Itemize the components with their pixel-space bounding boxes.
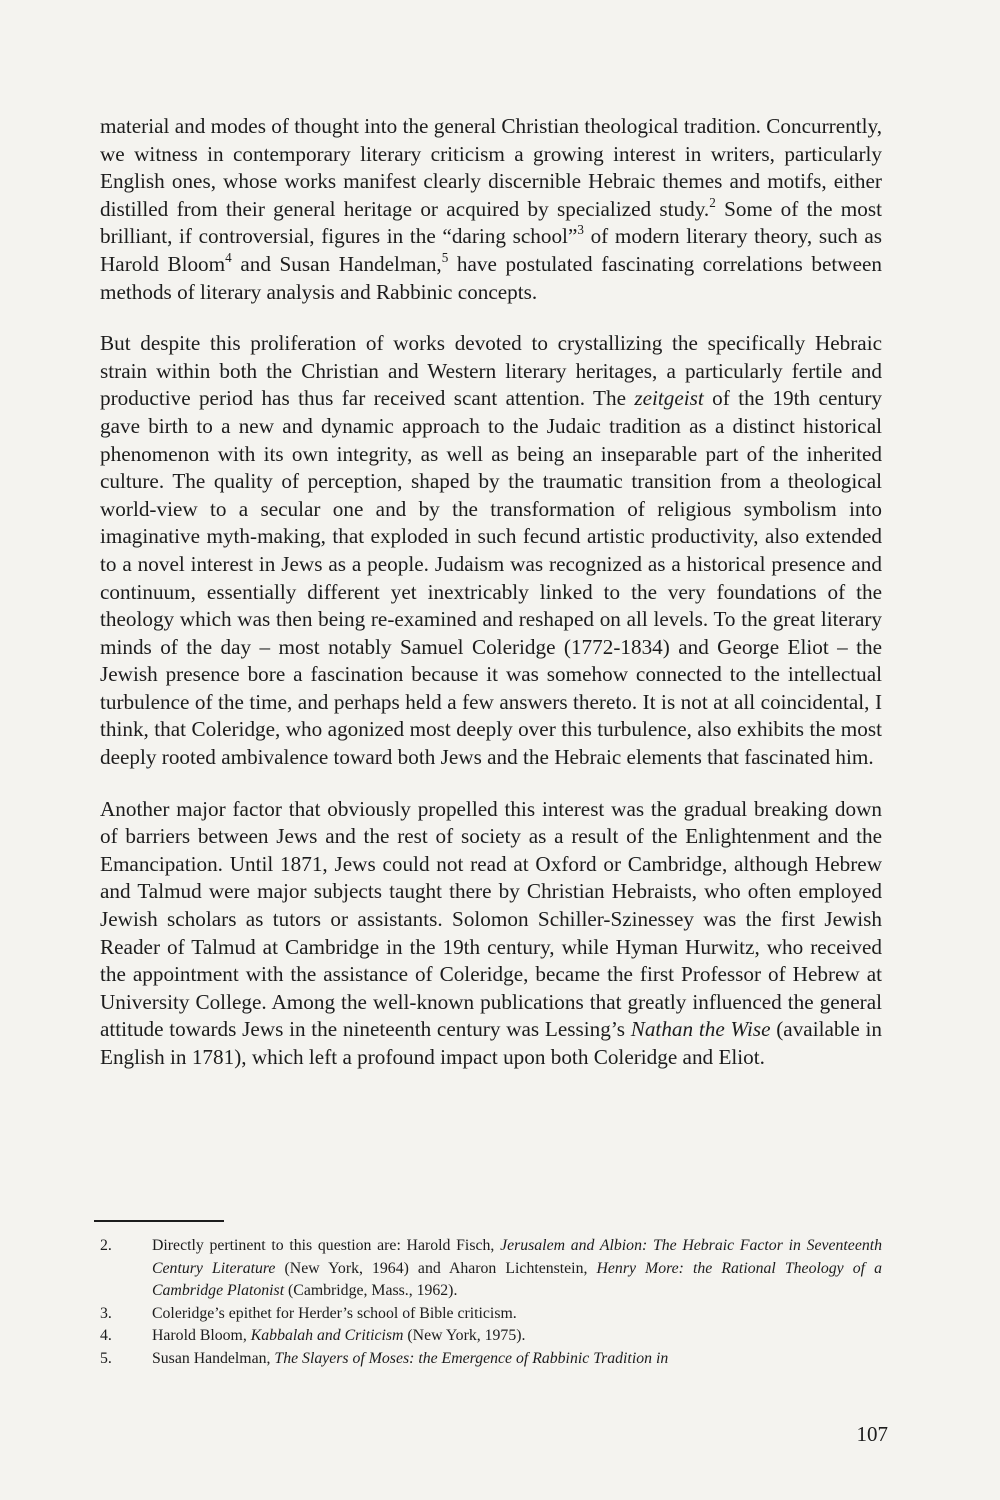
italic-text: Jerusalem and Albion: The Hebraic Factor in Seventeenth Century Literature: [152, 1237, 883, 1277]
footnote-number: 2.: [100, 1237, 112, 1254]
footnote-ref: 2: [709, 194, 716, 210]
footnote-number: 3.: [100, 1304, 112, 1322]
footnote-ref: 5: [441, 249, 449, 265]
footnote-separator: [94, 1220, 224, 1222]
footnote: [100, 1348, 882, 1371]
footnote-ref: 4: [225, 249, 232, 265]
text-run: Some of the most brilliant, if controversial, figures in the “daring school”: [100, 196, 882, 249]
text-run: Another major factor that obviously propelled this interest was the gradual breaking down of barriers between Jews and the rest of society as a result of the Enlightenment and the Emancipation. Until 1871, Jews could not read at Oxford or Cambridge, although Hebrew and Talmud were major subjects taught there by Christian Hebraists, who often employed Jewish scholars as tutors or assistants. Solomon Schiller-Szinessey was the first Jewish Reader of Talmud at Cambridge in the 19th century, while Hyman Hurwitz, who received the appointment with the assistance of Coleridge, became the first Professor of Hebrew at University College. Among the well-known publications that greatly influenced the general attitude towards Jews in the nineteenth century was Lessing’s: [100, 796, 882, 1042]
text-run: Directly pertinent to this question are: Harold Fisch,: [152, 1237, 501, 1254]
footnote-text: [152, 1235, 882, 1303]
footnote-number: 4.: [100, 1327, 112, 1345]
footnote-text: [152, 1325, 882, 1348]
footnote-text: [152, 1303, 882, 1326]
text-run: Harold Bloom,: [152, 1327, 251, 1345]
italic-text: The Slayers of Moses: the Emergence of Rabbinic Tradition in: [274, 1349, 669, 1367]
footnote-ref: 3: [577, 222, 584, 238]
main-text: [100, 113, 882, 1072]
paragraph: [100, 796, 882, 1072]
footnotes: [100, 1235, 882, 1371]
italic-text: Henry More: the Rational Theology of a Cambridge Platonist: [152, 1259, 882, 1300]
italic-text: zeitgeist: [634, 386, 704, 411]
page-number: 107: [856, 1422, 888, 1446]
footnote-number: 5.: [100, 1349, 112, 1367]
text-run: have postulated fascinating correlations between methods of literary analysis and Rabbinic concepts.: [100, 251, 882, 304]
footnote: [100, 1325, 882, 1348]
paragraph: [100, 330, 882, 772]
footnote: [100, 1303, 882, 1326]
text-run: But despite this proliferation of works devoted to crystallizing the specifically Hebraic strain within both the Christian and Western literary heritages, a particularly fertile and productive period has thus far received scant attention. The: [100, 331, 882, 411]
text-run: Coleridge’s epithet for Herder’s school of Bible criticism.: [152, 1304, 517, 1322]
text-run: material and modes of thought into the general Christian theological tradition. Concurrently, we witness in contemporary literary criticism a growing interest in writers, particularly English ones, whose works manifest clearly discernible Hebraic themes and motifs, either distilled from their general heritage or acquired by specialized study.: [100, 114, 882, 221]
italic-text: Kabbalah and Criticism: [250, 1327, 404, 1345]
text-run: (New York, 1964) and Aharon Lichtenstein,: [275, 1259, 597, 1277]
paragraph: [100, 113, 882, 306]
text-run: (New York, 1975).: [403, 1327, 526, 1345]
text-run: of modern literary theory, such as Harold Bloom: [100, 224, 883, 276]
text-run: of the 19th century gave birth to a new and dynamic approach to the Judaic tradition as a distinct historical phenomenon with its own integrity, as well as being an inseparable part of the inherited culture. The quality of perception, shaped by the traumatic transition from a theological world-view to a secular one and by the transformation of religious symbolism into imaginative myth-making, that exploded in such fecund artistic productivity, also extended to a novel interest in Jews as a people. Judaism was recognized as a historical presence and continuum, essentially different yet inextricably linked to the very foundations of the theology which was then being re-examined and reshaped on all levels. To the great literary minds of the day – most notably Samuel Coleridge (1772-1834) and George Eliot – the Jewish presence bore a fascination because it was somehow connected to the intellectual turbulence of the time, and perhaps held a few answers thereto. It is not at all coincidental, I think, that Coleridge, who agonized most deeply over this turbulence, also exhibits the most deeply rooted ambivalence toward both Jews and the Hebraic elements that fascinated him.: [100, 386, 882, 770]
text-run: (Cambridge, Mass., 1962).: [284, 1282, 458, 1300]
italic-text: Nathan the Wise: [630, 1017, 771, 1042]
text-run: (available in English in 1781), which left a profound impact upon both Coleridge and Eliot.: [100, 1017, 882, 1069]
footnote-text: [152, 1348, 882, 1371]
text-run: and Susan Handelman,: [231, 251, 442, 276]
footnote: [100, 1235, 882, 1303]
text-run: Susan Handelman,: [152, 1349, 275, 1367]
